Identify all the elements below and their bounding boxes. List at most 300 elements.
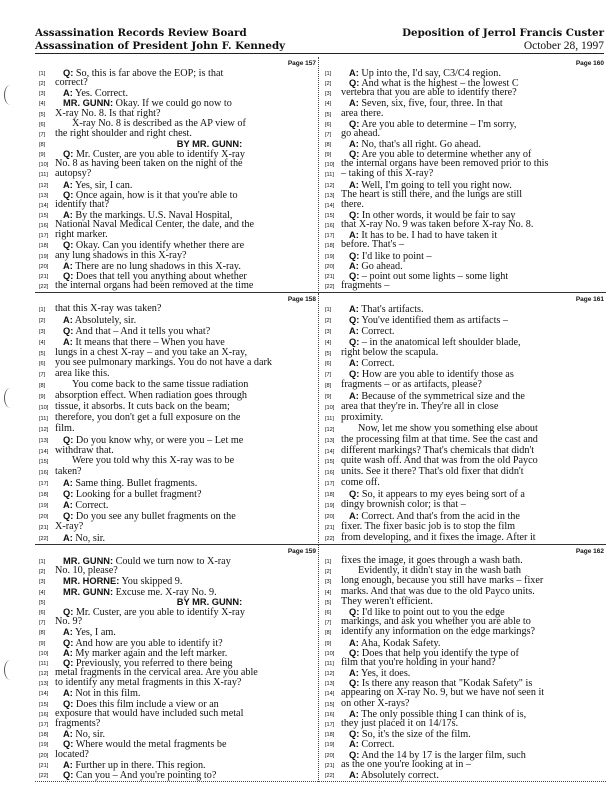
line-text: How are you able to identify those as — [361, 369, 514, 381]
line-number: [16] — [39, 223, 49, 230]
line-content — [341, 219, 533, 230]
line-text: Correct. — [361, 325, 395, 337]
line-content — [55, 77, 88, 88]
binding-hole-mark — [4, 388, 17, 408]
transcript-line — [39, 719, 314, 729]
line-number: [3] — [325, 579, 332, 586]
transcript-line — [325, 369, 602, 379]
line-text: any lung shadows in this X-ray? — [55, 249, 187, 261]
transcript-page-panel — [35, 57, 318, 293]
deposition-date: October 28, 1997 — [523, 40, 604, 52]
line-number: [15] — [39, 459, 49, 466]
header-left — [35, 27, 285, 53]
line-number: [8] — [39, 141, 46, 148]
transcript-line — [325, 326, 602, 336]
line-content — [55, 565, 118, 576]
line-content — [55, 326, 210, 337]
line-text: Okay. Can you identify whether there are — [75, 240, 245, 252]
line-text: there. — [341, 198, 364, 210]
transcript-page-panel — [35, 293, 318, 545]
speaker-label: A: — [63, 688, 73, 699]
transcript-line — [325, 739, 602, 749]
speaker-label: Q: — [349, 314, 360, 325]
line-text: Mr. Custer, are you able to identify X-ray — [75, 606, 245, 618]
line-content — [55, 401, 230, 412]
line-text: No. 9? — [55, 616, 83, 628]
line-number: [22] — [325, 772, 335, 779]
speaker-label: Q: — [63, 434, 74, 445]
speaker-label: Q: — [349, 369, 360, 380]
line-text: Once again, how is it that you're able to — [75, 189, 238, 201]
line-text: different markings? That's chemicals that didn't — [341, 444, 535, 456]
line-text: Now, let me show you something else about — [358, 422, 538, 434]
speaker-label: Q: — [63, 769, 74, 780]
transcript-line — [39, 281, 314, 291]
line-text: you see pulmonary markings. You do not have a dark — [55, 357, 273, 369]
line-content — [55, 521, 83, 532]
page-number-label: Page 160 — [575, 60, 604, 67]
line-text: You come back to the same tissue radiation — [72, 379, 249, 391]
transcript-line — [325, 190, 602, 200]
line-text: autopsy? — [55, 168, 92, 180]
line-text: In other words, it would be fair to say — [361, 209, 516, 221]
line-text: Where would the metal fragments be — [75, 739, 227, 751]
line-text: I'd like to point – — [361, 250, 432, 262]
line-text: No, that's all right. Go ahead. — [361, 138, 481, 150]
line-text: area that they're in. They're all in close — [341, 401, 499, 413]
line-content — [55, 250, 187, 261]
line-text: correct? — [55, 77, 88, 89]
case-title: Assassination of President John F. Kennedy — [35, 40, 286, 52]
transcript-line — [39, 358, 314, 368]
transcript-lines — [325, 556, 602, 781]
line-number: [16] — [39, 711, 49, 718]
transcript-line — [325, 500, 602, 510]
speaker-label: A: — [63, 336, 73, 347]
line-number: [20] — [39, 752, 49, 759]
transcript-line — [325, 129, 602, 139]
line-number: [4] — [39, 339, 46, 346]
line-number: [21] — [325, 524, 335, 531]
line-text: Well, I'm going to tell you right now. — [361, 179, 512, 191]
line-content — [55, 445, 114, 456]
speaker-label: A: — [63, 500, 73, 511]
line-number: [18] — [39, 492, 49, 499]
line-text: Yes. Correct. — [74, 88, 128, 100]
line-content — [341, 532, 536, 543]
line-text: that this X-ray was taken? — [55, 303, 162, 314]
line-number: [21] — [39, 273, 49, 280]
line-number: [12] — [39, 671, 49, 678]
line-number: [21] — [325, 762, 335, 769]
transcript-line — [39, 587, 314, 597]
line-number: [18] — [325, 492, 335, 499]
line-number: [11] — [39, 415, 48, 422]
speaker-label: MR. GUNN: — [63, 556, 114, 566]
line-number: [2] — [325, 569, 332, 576]
line-text: Mr. Custer, are you able to identify X-ray — [75, 149, 245, 161]
transcript-line — [39, 522, 314, 532]
line-number: [8] — [325, 630, 332, 637]
transcript-line — [325, 467, 602, 477]
line-content — [341, 280, 389, 291]
speaker-label: A: — [349, 510, 359, 521]
line-content — [55, 128, 192, 139]
line-content — [341, 626, 535, 637]
transcript-line — [39, 369, 314, 379]
line-content — [55, 229, 108, 240]
speaker-label: Q: — [63, 68, 74, 78]
binding-hole-mark — [4, 85, 17, 105]
line-text: units. See it there? That's old fixer that didn't — [341, 466, 524, 478]
transcript-line — [39, 489, 314, 499]
line-number: [4] — [325, 589, 332, 596]
speaker-label: A: — [349, 98, 359, 109]
transcript-line — [39, 648, 314, 658]
transcript-line — [325, 446, 602, 456]
line-content — [341, 521, 515, 532]
transcript-line — [325, 304, 602, 314]
line-text: long enough, because you still have marks – fixer — [341, 575, 544, 587]
line-text: That's artifacts. — [361, 304, 424, 315]
transcript-lines — [325, 304, 602, 544]
speaker-label: A: — [63, 209, 73, 220]
transcript-line — [325, 139, 602, 149]
line-number: [7] — [39, 372, 46, 379]
line-content — [55, 280, 253, 291]
speaker-label: MR. HORNE: — [63, 576, 120, 587]
line-text: I'd like to point out to you the edge — [361, 606, 505, 618]
speaker-label: Q: — [63, 325, 74, 336]
line-text: metal fragments in the cervical area. Are you able — [55, 667, 258, 679]
line-text: film that you're holding in your hand? — [341, 656, 496, 668]
line-text: It means that there – When you have — [75, 336, 225, 348]
line-text: area there. — [341, 107, 384, 119]
speaker-label: A: — [63, 627, 73, 638]
transcript-line — [39, 424, 314, 434]
line-text: Same thing. Bullet fragments. — [75, 478, 198, 490]
line-number: [13] — [325, 192, 335, 199]
line-text: – in the anatomical left shoulder blade, — [361, 336, 521, 348]
line-text: So, it's the size of the film. — [361, 729, 471, 741]
line-number: [4] — [325, 339, 332, 346]
speaker-label: Q: — [349, 250, 360, 261]
line-text: And the 14 by 17 is the larger film, such — [361, 749, 526, 761]
page-number-label: Page 161 — [575, 296, 604, 303]
line-text: No. 8 as having been taken on the night of the — [55, 158, 243, 170]
line-number: [12] — [325, 671, 335, 678]
line-content — [341, 657, 496, 668]
transcript-lines — [39, 556, 314, 781]
line-number: [19] — [39, 742, 49, 749]
line-text: fixes the image, it goes through a wash bath. — [341, 555, 523, 566]
transcript-line — [39, 180, 314, 190]
line-text: They weren't efficient. — [341, 595, 433, 607]
line-number: [14] — [325, 448, 335, 455]
line-text: vertebra that you are able to identify there? — [341, 87, 517, 99]
line-text: the right shoulder and right chest. — [55, 127, 192, 139]
speaker-label: MR. GUNN: — [63, 98, 114, 109]
line-text: markings, and ask you whether you are able to — [341, 616, 531, 628]
transcript-line — [39, 511, 314, 521]
transcript-line — [325, 668, 602, 678]
line-number: [20] — [325, 513, 335, 520]
line-number: [4] — [325, 101, 332, 108]
line-content — [55, 390, 247, 401]
line-number: [17] — [325, 481, 335, 488]
transcript-line — [39, 326, 314, 336]
line-text: area like this. — [55, 368, 110, 380]
line-text: Up into the, I'd say, C3/C4 region. — [361, 68, 501, 79]
line-number: [5] — [39, 350, 46, 357]
line-text: Are you able to determine whether any of — [361, 149, 532, 161]
line-text: Aha, Kodak Safety. — [360, 637, 441, 649]
transcript-line — [325, 522, 602, 532]
line-number: [1] — [325, 559, 332, 565]
transcript-line — [325, 435, 602, 445]
line-content — [55, 357, 272, 368]
line-number: [6] — [325, 361, 332, 368]
transcript-line — [39, 413, 314, 423]
line-text: The only possible thing I can think of is, — [361, 708, 527, 720]
line-text: So, this is far above the EOP; is that — [75, 68, 224, 79]
line-number: [17] — [39, 233, 49, 240]
header-right — [402, 27, 604, 53]
transcript-line — [39, 750, 314, 760]
speaker-label: A: — [63, 729, 73, 740]
line-content — [341, 189, 522, 200]
line-number: [18] — [39, 243, 49, 250]
line-content — [341, 347, 438, 358]
line-text: You've identified them as artifacts – — [361, 314, 509, 326]
line-text: Is there any reason that "Kodak Safety" is — [361, 678, 533, 690]
transcript-line — [39, 139, 314, 149]
line-text: X-ray No. 8 is described as the AP view of — [72, 117, 246, 129]
speaker-label: A: — [63, 314, 73, 325]
line-content — [55, 455, 234, 466]
line-text: fixer. The fixer basic job is to stop the film — [341, 520, 516, 532]
line-content — [341, 434, 538, 445]
transcript-line — [39, 88, 314, 98]
line-text: Do you know why, or were you – Let me — [75, 434, 244, 446]
line-text: Looking for a bullet fragment? — [75, 489, 202, 501]
line-content — [55, 199, 109, 210]
line-text: My marker again and the left marker. — [75, 647, 228, 659]
line-content — [341, 87, 517, 98]
speaker-label: Q: — [63, 739, 74, 750]
line-text: There are no lung shadows in this X-ray. — [75, 260, 241, 272]
line-text: fragments – or as artifacts, please? — [341, 379, 482, 391]
transcript-line — [39, 576, 314, 586]
line-number: [6] — [39, 609, 46, 616]
line-content — [341, 499, 466, 510]
line-text: film. — [55, 422, 75, 434]
line-content — [341, 477, 380, 488]
line-number: [8] — [39, 383, 46, 390]
line-text: Correct. — [361, 358, 395, 370]
transcript-line — [39, 251, 314, 261]
line-content — [341, 401, 498, 412]
line-content — [55, 749, 89, 760]
line-content — [341, 239, 404, 250]
line-number: [21] — [39, 524, 49, 531]
line-content — [55, 770, 216, 781]
transcript-line — [39, 380, 314, 390]
transcript-line — [39, 566, 314, 576]
line-number: [19] — [39, 503, 49, 510]
transcript-line — [39, 435, 314, 445]
line-text: Go ahead. — [361, 260, 403, 272]
transcript-line — [39, 337, 314, 347]
line-number: [11] — [325, 415, 334, 422]
transcript-line — [39, 678, 314, 688]
line-number: [17] — [39, 481, 49, 488]
line-content — [341, 596, 433, 607]
transcript-line — [325, 719, 602, 729]
line-text: therefore, you don't get a full exposure on the — [55, 411, 241, 423]
line-text: proximity. — [341, 411, 384, 423]
line-content — [341, 304, 424, 315]
speaker-label: A: — [63, 179, 73, 190]
line-number: [11] — [325, 660, 334, 667]
line-text: X-ray? — [55, 520, 84, 532]
speaker-label: BY MR. GUNN: — [176, 138, 243, 149]
line-content — [341, 718, 458, 729]
line-content — [341, 199, 364, 210]
line-text: Not in this film. — [75, 688, 141, 700]
line-text: go ahead. — [341, 127, 381, 139]
speaker-label: A: — [349, 769, 359, 780]
line-text: – point out some lights – some light — [361, 270, 509, 282]
line-text: Yes, sir, I can. — [74, 179, 133, 191]
line-number: [14] — [325, 691, 335, 698]
speaker-label: Q: — [63, 698, 74, 709]
line-content — [55, 616, 82, 627]
line-content — [55, 466, 82, 477]
transcript-line — [39, 627, 314, 637]
speaker-label: A: — [349, 668, 359, 679]
transcript-line — [325, 315, 602, 325]
line-number: [9] — [39, 394, 46, 401]
line-number: [5] — [39, 111, 46, 118]
speaker-label: A: — [349, 304, 359, 314]
transcript-line — [325, 533, 602, 543]
line-number: [12] — [39, 426, 49, 433]
page-header — [35, 27, 604, 54]
line-number: [21] — [325, 273, 335, 280]
line-number: [1] — [325, 307, 332, 313]
line-text: Do you see any bullet fragments on the — [75, 510, 236, 522]
line-number: [10] — [39, 650, 49, 657]
speaker-label: Q: — [349, 606, 360, 617]
transcript-line — [325, 597, 602, 607]
speaker-label: Q: — [63, 240, 74, 251]
line-number: [16] — [325, 470, 335, 477]
deposition-title: Deposition of Jerrol Francis Custer — [402, 27, 604, 39]
line-number: [16] — [325, 711, 335, 718]
line-number: [1] — [39, 307, 46, 313]
speaker-label: A: — [63, 532, 73, 543]
line-text: You skipped 9. — [121, 576, 183, 588]
transcript-line — [39, 304, 314, 314]
transcript-line — [325, 281, 602, 291]
transcript-line — [325, 627, 602, 637]
line-number: [6] — [325, 121, 332, 128]
line-text: Okay. If we could go now to — [115, 98, 232, 110]
binding-hole-mark — [4, 660, 17, 680]
transcript-line — [39, 446, 314, 456]
line-number: [7] — [39, 620, 46, 627]
line-text: the processing film at that time. See the cast and — [341, 433, 538, 445]
line-content — [55, 303, 161, 314]
line-text: marks. And that was due to the old Payco units. — [341, 585, 535, 597]
speaker-label: Q: — [349, 489, 360, 500]
line-number: [13] — [39, 681, 49, 688]
line-text: Absolutely, sir. — [74, 314, 137, 326]
line-number: [5] — [325, 111, 332, 118]
line-content — [55, 677, 241, 688]
line-text: located? — [55, 748, 89, 760]
line-text: – taking of this X-ray? — [341, 168, 434, 180]
transcript-line — [325, 220, 602, 230]
speaker-label: Q: — [63, 489, 74, 500]
speaker-label: BY MR. GUNN: — [176, 596, 243, 607]
line-text: Does this film include a view or an — [75, 698, 219, 710]
line-number: [20] — [39, 263, 49, 270]
line-number: [20] — [325, 752, 335, 759]
line-number: [3] — [325, 328, 332, 335]
transcript-line — [39, 230, 314, 240]
speaker-label: Q: — [349, 149, 360, 160]
line-number: [10] — [39, 405, 49, 412]
line-number: [2] — [325, 317, 332, 324]
line-text: exposure that would have included such metal — [55, 707, 244, 719]
line-text: Previously, you referred to there being — [75, 657, 233, 669]
line-number: [14] — [39, 448, 49, 455]
transcript-line — [325, 770, 602, 780]
line-text: the internal organs have been removed prior to this — [341, 158, 549, 170]
line-content — [341, 379, 482, 390]
line-number: [14] — [39, 202, 49, 209]
speaker-label: A: — [63, 759, 73, 770]
transcript-line — [325, 402, 602, 412]
line-number: [14] — [39, 691, 49, 698]
transcript-line — [39, 760, 314, 770]
line-number: [17] — [325, 233, 335, 240]
line-number: [15] — [39, 701, 49, 708]
line-number: [13] — [39, 192, 49, 199]
line-text: lungs in a chest X-ray – and you take an X-ray, — [55, 346, 247, 358]
line-text: Are you able to determine – I'm sorry, — [361, 118, 517, 130]
transcript-line — [325, 391, 602, 401]
speaker-label: MR. GUNN: — [63, 586, 114, 597]
transcript-line — [39, 770, 314, 780]
line-content — [341, 423, 538, 434]
line-content — [341, 770, 439, 781]
speaker-label: Q: — [63, 606, 74, 617]
line-text: from developing, and it fixes the image. After it — [341, 531, 536, 543]
line-text: Were you told why this X-ray was to be — [72, 455, 235, 467]
line-number: [22] — [39, 283, 49, 290]
line-text: fragments? — [55, 718, 101, 729]
line-number: [9] — [325, 394, 332, 401]
transcript-page-panel — [35, 545, 318, 782]
line-number: [16] — [325, 223, 335, 230]
page-number-label: Page 159 — [287, 548, 316, 555]
line-number: [22] — [325, 535, 335, 542]
transcript-line — [39, 169, 314, 179]
line-number: [19] — [325, 253, 335, 260]
